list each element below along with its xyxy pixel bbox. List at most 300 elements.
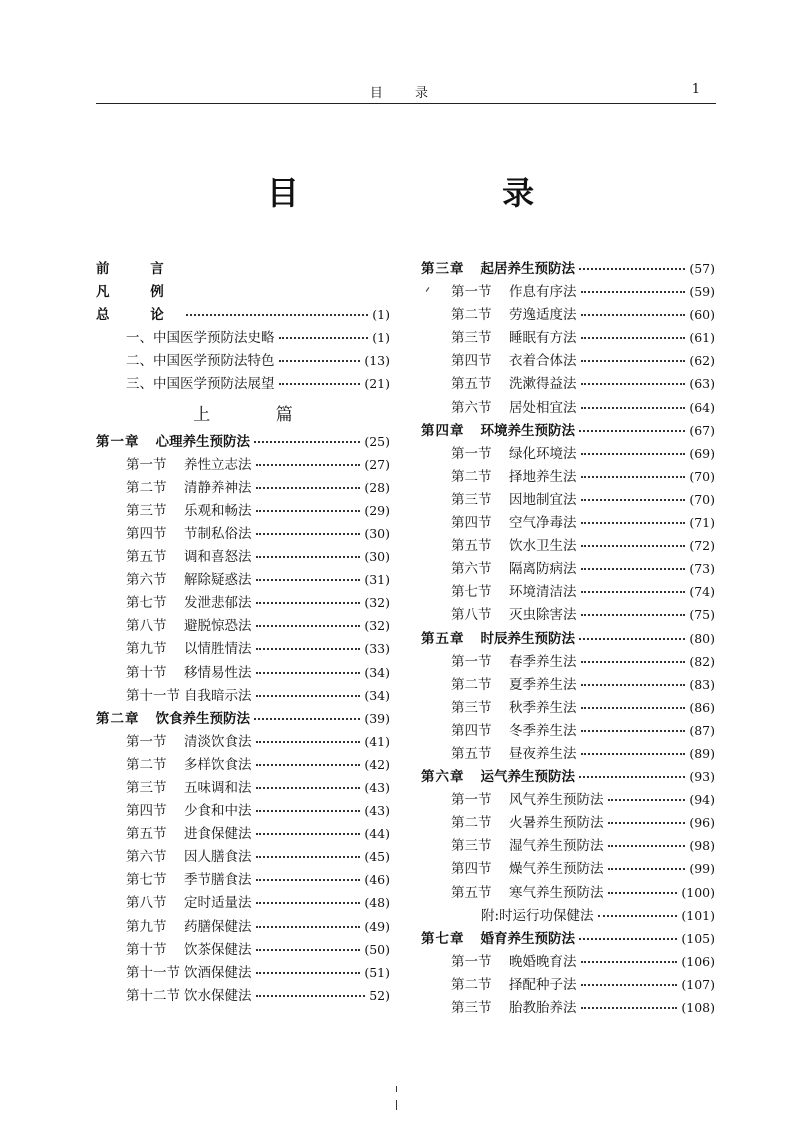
toc-entry-title: 饮酒保健法 xyxy=(184,964,252,981)
toc-entry-page: (98) xyxy=(689,838,715,854)
toc-entry-sec xyxy=(96,753,390,776)
toc-column-left xyxy=(96,257,390,1007)
leader-dots xyxy=(581,314,686,316)
toc-entry-title: 饮水卫生法 xyxy=(509,538,577,555)
toc-entry-title: 总 论 xyxy=(96,307,182,324)
leader-dots xyxy=(581,1007,678,1009)
toc-entry-title: 一、中国医学预防法史略 xyxy=(126,330,275,347)
toc-entry-page: (43) xyxy=(364,779,390,795)
toc-entry-front xyxy=(96,303,390,326)
toc-entry-page: (101) xyxy=(681,907,715,923)
toc-entry-sec xyxy=(96,591,390,614)
toc-entry-label: 第七章 xyxy=(421,930,465,947)
toc-entry-page: (93) xyxy=(689,769,715,785)
toc-entry-label: 第四节 xyxy=(451,353,492,370)
toc-entry-label: 第五章 xyxy=(421,630,465,647)
toc-entry-sec xyxy=(96,637,390,660)
toc-entry-page: (31) xyxy=(364,572,390,588)
leader-dots xyxy=(256,510,361,512)
toc-entry-sec xyxy=(96,522,390,545)
toc-entry-title: 燥气养生预防法 xyxy=(509,861,604,878)
toc-entry-chapter xyxy=(421,627,715,650)
toc-entry-sec xyxy=(421,280,715,303)
leader-dots xyxy=(256,487,361,489)
toc-entry-title: 湿气养生预防法 xyxy=(509,838,604,855)
toc-entry-title: 睡眠有方法 xyxy=(509,330,577,347)
toc-entry-label: 第八节 xyxy=(126,618,167,635)
leader-dots xyxy=(581,545,686,547)
toc-entry-page: (107) xyxy=(681,976,715,992)
toc-entry-title: 因人膳食法 xyxy=(184,849,252,866)
toc-entry-label: 第三节 xyxy=(126,779,167,796)
toc-entry-chapter xyxy=(421,257,715,280)
toc-entry-page: (67) xyxy=(689,422,715,438)
toc-entry-page: (42) xyxy=(364,756,390,772)
toc-entry-sec xyxy=(96,915,390,938)
toc-entry-sec xyxy=(421,788,715,811)
header-rule xyxy=(96,103,716,104)
leader-dots xyxy=(186,314,369,316)
toc-entry-title: 风气养生预防法 xyxy=(509,792,604,809)
leader-dots xyxy=(581,453,686,455)
toc-entry-sec xyxy=(421,973,715,996)
leader-dots xyxy=(581,407,686,409)
toc-entry-sec xyxy=(421,996,715,1019)
toc-entry-title: 避脱惊恐法 xyxy=(184,618,252,635)
toc-entry-label: 第二节 xyxy=(451,468,492,485)
toc-entry-label: 第十二节 xyxy=(126,987,180,1004)
toc-entry-title: 五味调和法 xyxy=(184,779,252,796)
toc-entry-title: 晚婚晚育法 xyxy=(509,953,577,970)
toc-entry-page: (70) xyxy=(689,468,715,484)
page-title: 目 录 xyxy=(266,174,631,212)
toc-entry-chapter xyxy=(96,707,390,730)
leader-dots xyxy=(579,776,685,778)
leader-dots xyxy=(256,648,361,650)
toc-entry-label: 第一节 xyxy=(451,953,492,970)
leader-dots xyxy=(581,661,686,663)
toc-column-right xyxy=(421,257,715,1019)
leader-dots xyxy=(256,833,361,835)
toc-entry-title: 定时适量法 xyxy=(184,895,252,912)
toc-entry-sec xyxy=(421,372,715,395)
toc-entry-sec xyxy=(421,834,715,857)
toc-entry-label: 第二章 xyxy=(96,710,140,727)
toc-entry-label: 第二节 xyxy=(451,976,492,993)
toc-entry-title: 上 篇 xyxy=(193,405,323,426)
toc-entry-sec xyxy=(421,719,715,742)
toc-entry-label: 第二节 xyxy=(451,307,492,324)
toc-entry-page: (45) xyxy=(364,849,390,865)
toc-entry-title: 择地养生法 xyxy=(509,468,577,485)
toc-entry-title: 心理养生预防法 xyxy=(155,433,250,450)
toc-entry-sec xyxy=(421,857,715,880)
toc-entry-label: 第三节 xyxy=(451,1000,492,1016)
toc-entry-title: 衣着合体法 xyxy=(509,353,577,370)
toc-entry-page: (46) xyxy=(364,872,390,888)
toc-entry-page: (28) xyxy=(364,479,390,495)
leader-dots xyxy=(581,984,678,986)
leader-dots xyxy=(608,845,686,847)
toc-entry-title: 因地制宜法 xyxy=(509,491,577,508)
leader-dots xyxy=(256,741,361,743)
toc-entry-label: 第一节 xyxy=(451,284,492,301)
leader-dots xyxy=(581,591,686,593)
leader-dots xyxy=(579,430,685,432)
toc-entry-label: 第五节 xyxy=(451,884,492,901)
toc-entry-sec xyxy=(96,453,390,476)
toc-entry-page: (49) xyxy=(364,918,390,934)
toc-entry-sec xyxy=(421,742,715,765)
leader-dots xyxy=(581,499,686,501)
leader-dots xyxy=(256,464,361,466)
leader-dots xyxy=(581,476,686,478)
toc-entry-label: 第五节 xyxy=(451,538,492,555)
toc-entry-page: (13) xyxy=(364,353,390,369)
toc-entry-page: (87) xyxy=(689,722,715,738)
toc-entry-label: 第四节 xyxy=(126,803,167,820)
toc-entry-label: 第三节 xyxy=(451,699,492,716)
toc-entry-title: 运气养生预防法 xyxy=(480,769,575,786)
toc-entry-title: 灭虫除害法 xyxy=(509,607,577,624)
leader-dots xyxy=(256,672,361,674)
toc-entry-title: 自我暗示法 xyxy=(184,687,252,704)
toc-entry-chapter xyxy=(421,765,715,788)
toc-entry-sec xyxy=(96,799,390,822)
toc-entry-title: 移情易性法 xyxy=(184,664,252,681)
leader-dots xyxy=(581,291,686,293)
toc-entry-sec xyxy=(421,396,715,419)
toc-entry-label: 第四节 xyxy=(451,722,492,739)
toc-entry-title: 时辰养生预防法 xyxy=(480,630,575,647)
toc-entry-label: 第七节 xyxy=(126,872,167,889)
toc-entry-page: (51) xyxy=(364,964,390,980)
leader-dots xyxy=(581,568,686,570)
toc-entry-title: 环境养生预防法 xyxy=(480,422,575,439)
toc-entry-sec xyxy=(96,730,390,753)
toc-entry-page: (94) xyxy=(689,792,715,808)
toc-entry-title: 饮茶保健法 xyxy=(184,941,252,958)
toc-entry-page: (32) xyxy=(364,618,390,634)
leader-dots xyxy=(254,718,360,720)
toc-entry-label: 第一节 xyxy=(451,792,492,809)
toc-entry-label: 第四节 xyxy=(451,861,492,878)
toc-entry-sec xyxy=(421,511,715,534)
toc-entry-title: 清淡饮食法 xyxy=(184,733,252,750)
toc-entry-title: 秋季养生法 xyxy=(509,699,577,716)
toc-entry-front xyxy=(96,280,390,303)
toc-entry-page: (33) xyxy=(364,641,390,657)
toc-entry-label: 第一章 xyxy=(96,433,140,450)
leader-dots xyxy=(256,579,361,581)
toc-entry-title: 绿化环境法 xyxy=(509,445,577,462)
toc-entry-page: (34) xyxy=(364,664,390,680)
leader-dots xyxy=(256,949,361,951)
leader-dots xyxy=(608,892,678,894)
leader-dots xyxy=(279,337,369,339)
toc-entry-page: (83) xyxy=(689,676,715,692)
toc-entry-title: 婚育养生预防法 xyxy=(480,930,575,947)
toc-entry-label: 第二节 xyxy=(451,815,492,832)
leader-dots xyxy=(581,730,686,732)
toc-entry-sec xyxy=(96,545,390,568)
toc-entry-sec xyxy=(421,488,715,511)
toc-entry-sec xyxy=(96,822,390,845)
toc-entry-page: (70) xyxy=(689,491,715,507)
toc-entry-title: 火暑养生预防法 xyxy=(509,815,604,832)
toc-entry-label: 第九节 xyxy=(126,918,167,935)
toc-entry-label: 第五节 xyxy=(126,826,167,843)
toc-entry-label: 第五节 xyxy=(451,745,492,762)
toc-entry-title: 二、中国医学预防法特色 xyxy=(126,353,275,370)
toc-entry-sub xyxy=(96,326,390,349)
toc-entry-page: (1) xyxy=(372,330,390,346)
toc-entry-sec xyxy=(421,442,715,465)
toc-entry-sec xyxy=(421,465,715,488)
toc-entry-sec xyxy=(96,961,390,984)
toc-entry-title: 饮水保健法 xyxy=(184,987,252,1004)
toc-entry-title: 季节膳食法 xyxy=(184,872,252,889)
toc-entry-sub xyxy=(96,349,390,372)
toc-entry-title: 前 言 xyxy=(96,261,182,277)
toc-entry-title: 空气净毒法 xyxy=(509,515,577,532)
toc-entry-page: (29) xyxy=(364,502,390,518)
scan-mark xyxy=(396,1100,397,1110)
leader-dots xyxy=(256,902,361,904)
toc-entry-label: 第一节 xyxy=(451,445,492,462)
leader-dots xyxy=(256,533,361,535)
toc-entry-label: 第一节 xyxy=(126,733,167,750)
toc-entry-title: 作息有序法 xyxy=(509,284,577,301)
leader-dots xyxy=(581,383,686,385)
toc-entry-sec xyxy=(421,650,715,673)
toc-entry-page: (34) xyxy=(364,687,390,703)
toc-entry-page: (41) xyxy=(364,733,390,749)
toc-entry-page: (57) xyxy=(689,261,715,276)
leader-dots xyxy=(579,638,685,640)
toc-entry-page: (69) xyxy=(689,445,715,461)
toc-entry-page: (1) xyxy=(372,307,390,323)
toc-entry-appendix xyxy=(421,904,715,927)
page-number: 1 xyxy=(691,82,700,97)
toc-entry-title: 以情胜情法 xyxy=(184,641,252,658)
toc-entry-sec xyxy=(421,534,715,557)
toc-entry-label: 第八节 xyxy=(451,607,492,624)
toc-entry-title: 药膳保健法 xyxy=(184,918,252,935)
toc-entry-page: (89) xyxy=(689,745,715,761)
toc-entry-label: 第一节 xyxy=(126,456,167,473)
toc-entry-sec xyxy=(96,684,390,707)
toc-entry-part xyxy=(96,396,390,430)
toc-entry-label: 第五节 xyxy=(126,549,167,566)
scan-mark xyxy=(396,1086,397,1092)
toc-entry-label: 第六节 xyxy=(451,561,492,578)
toc-entry-sec xyxy=(421,881,715,904)
toc-entry-page: 52) xyxy=(369,987,390,1003)
toc-entry-title: 春季养生法 xyxy=(509,653,577,670)
toc-entry-label: 第九节 xyxy=(126,641,167,658)
toc-entry-page: (74) xyxy=(689,584,715,600)
toc-entry-label: 第十节 xyxy=(126,941,167,958)
toc-entry-label: 第三节 xyxy=(126,502,167,519)
toc-entry-title: 进食保健法 xyxy=(184,826,252,843)
toc-entry-title: 发泄悲郁法 xyxy=(184,595,252,612)
toc-entry-label: 第三节 xyxy=(451,838,492,855)
toc-entry-sub xyxy=(96,372,390,395)
toc-entry-label: 第四章 xyxy=(421,422,465,439)
toc-entry-label: 第四节 xyxy=(126,525,167,542)
toc-entry-title: 多样饮食法 xyxy=(184,756,252,773)
toc-entry-title: 调和喜怒法 xyxy=(184,549,252,566)
leader-dots xyxy=(256,879,361,881)
toc-entry-page: (100) xyxy=(681,884,715,900)
leader-dots xyxy=(256,764,361,766)
toc-entry-label: 第四节 xyxy=(451,515,492,532)
toc-entry-page: (108) xyxy=(681,1000,715,1015)
leader-dots xyxy=(279,360,361,362)
toc-entry-page: (48) xyxy=(364,895,390,911)
running-header-title: 目 录 xyxy=(369,86,443,101)
toc-entry-page: (61) xyxy=(689,330,715,346)
toc-entry-title: 解除疑惑法 xyxy=(184,572,252,589)
leader-dots xyxy=(608,799,686,801)
toc-entry-sec xyxy=(96,661,390,684)
toc-entry-sec xyxy=(96,938,390,961)
leader-dots xyxy=(608,868,686,870)
toc-entry-chapter xyxy=(96,430,390,453)
leader-dots xyxy=(256,556,361,558)
toc-entry-sec xyxy=(421,811,715,834)
toc-entry-title: 养性立志法 xyxy=(184,456,252,473)
toc-entry-title: 凡 例 xyxy=(96,284,182,301)
toc-entry-page: (105) xyxy=(681,930,715,946)
toc-entry-label: 第十一节 xyxy=(126,687,180,704)
toc-entry-label: 第二节 xyxy=(451,676,492,693)
toc-entry-page: (62) xyxy=(689,353,715,369)
toc-entry-title: 清静养神法 xyxy=(184,479,252,496)
toc-entry-title: 居处相宜法 xyxy=(509,399,577,416)
leader-dots xyxy=(254,441,360,443)
toc-entry-title: 饮食养生预防法 xyxy=(155,710,250,727)
toc-entry-sec xyxy=(96,476,390,499)
toc-entry-chapter xyxy=(421,927,715,950)
toc-entry-page: (80) xyxy=(689,630,715,646)
toc-entry-label: 第三章 xyxy=(421,261,465,277)
toc-entry-title: 环境清洁法 xyxy=(509,584,577,601)
toc-entry-sec xyxy=(421,580,715,603)
leader-dots xyxy=(598,915,678,917)
toc-entry-sec xyxy=(421,603,715,626)
toc-entry-page: (30) xyxy=(364,549,390,565)
toc-entry-label: 第七节 xyxy=(451,584,492,601)
toc-entry-page: (64) xyxy=(689,399,715,415)
toc-entry-label: 第三节 xyxy=(451,330,492,347)
toc-entry-sec xyxy=(96,776,390,799)
leader-dots xyxy=(256,995,366,997)
toc-entry-sec xyxy=(96,868,390,891)
toc-entry-page: (86) xyxy=(689,699,715,715)
toc-entry-label: 第十一节 xyxy=(126,964,180,981)
toc-entry-title: 起居养生预防法 xyxy=(480,261,575,277)
toc-entry-chapter xyxy=(421,419,715,442)
leader-dots xyxy=(279,383,361,385)
toc-entry-sec xyxy=(421,950,715,973)
toc-entry-page: (44) xyxy=(364,826,390,842)
toc-entry-page: (43) xyxy=(364,803,390,819)
toc-entry-page: (73) xyxy=(689,561,715,577)
leader-dots xyxy=(581,684,686,686)
toc-entry-title: 夏季养生法 xyxy=(509,676,577,693)
leader-dots xyxy=(256,787,361,789)
toc-entry-page: (59) xyxy=(689,284,715,300)
toc-entry-page: (72) xyxy=(689,538,715,554)
toc-entry-page: (99) xyxy=(689,861,715,877)
toc-entry-sec xyxy=(96,614,390,637)
toc-entry-label: 第七节 xyxy=(126,595,167,612)
toc-entry-label: 第八节 xyxy=(126,895,167,912)
toc-entry-title: 冬季养生法 xyxy=(509,722,577,739)
toc-entry-page: (60) xyxy=(689,307,715,323)
toc-entry-page: (25) xyxy=(364,433,390,449)
leader-dots xyxy=(256,625,361,627)
toc-entry-page: (75) xyxy=(689,607,715,623)
toc-entry-label: 第五节 xyxy=(451,376,492,393)
leader-dots xyxy=(256,972,361,974)
toc-entry-page: (63) xyxy=(689,376,715,392)
toc-entry-page: (50) xyxy=(364,941,390,957)
running-header xyxy=(96,80,716,102)
leader-dots xyxy=(581,360,686,362)
leader-dots xyxy=(581,614,686,616)
leader-dots xyxy=(581,707,686,709)
toc-entry-title: 隔离防病法 xyxy=(509,561,577,578)
leader-dots xyxy=(256,602,361,604)
leader-dots xyxy=(581,753,686,755)
toc-entry-title: 择配种子法 xyxy=(509,976,577,993)
leader-dots xyxy=(256,856,361,858)
toc-entry-page: (21) xyxy=(364,376,390,392)
leader-dots xyxy=(608,822,686,824)
leader-dots xyxy=(581,337,686,339)
toc-entry-label: 第六章 xyxy=(421,769,465,786)
toc-entry-page: (96) xyxy=(689,815,715,831)
leader-dots xyxy=(256,810,361,812)
toc-entry-label: 第十节 xyxy=(126,664,167,681)
toc-entry-sec xyxy=(421,303,715,326)
toc-entry-sec xyxy=(421,673,715,696)
toc-entry-label: 第六节 xyxy=(126,572,167,589)
leader-dots xyxy=(256,926,361,928)
toc-entry-label: 第三节 xyxy=(451,491,492,508)
leader-dots xyxy=(581,522,686,524)
toc-entry-title: 节制私俗法 xyxy=(184,525,252,542)
toc-entry-title: 乐观和畅法 xyxy=(184,502,252,519)
toc-entry-page: (30) xyxy=(364,525,390,541)
leader-dots xyxy=(579,938,677,940)
toc-entry-title: 胎教胎养法 xyxy=(509,1000,577,1016)
leader-dots xyxy=(256,695,361,697)
toc-entry-sec xyxy=(96,499,390,522)
toc-entry-title: 三、中国医学预防法展望 xyxy=(126,376,275,393)
leader-dots xyxy=(579,268,685,270)
toc-entry-page: (39) xyxy=(364,710,390,726)
toc-entry-front xyxy=(96,257,390,280)
toc-entry-sec xyxy=(421,349,715,372)
toc-entry-page: (27) xyxy=(364,456,390,472)
toc-entry-title: 昼夜养生法 xyxy=(509,745,577,762)
toc-entry-label: 第二节 xyxy=(126,479,167,496)
toc-entry-sec xyxy=(421,557,715,580)
